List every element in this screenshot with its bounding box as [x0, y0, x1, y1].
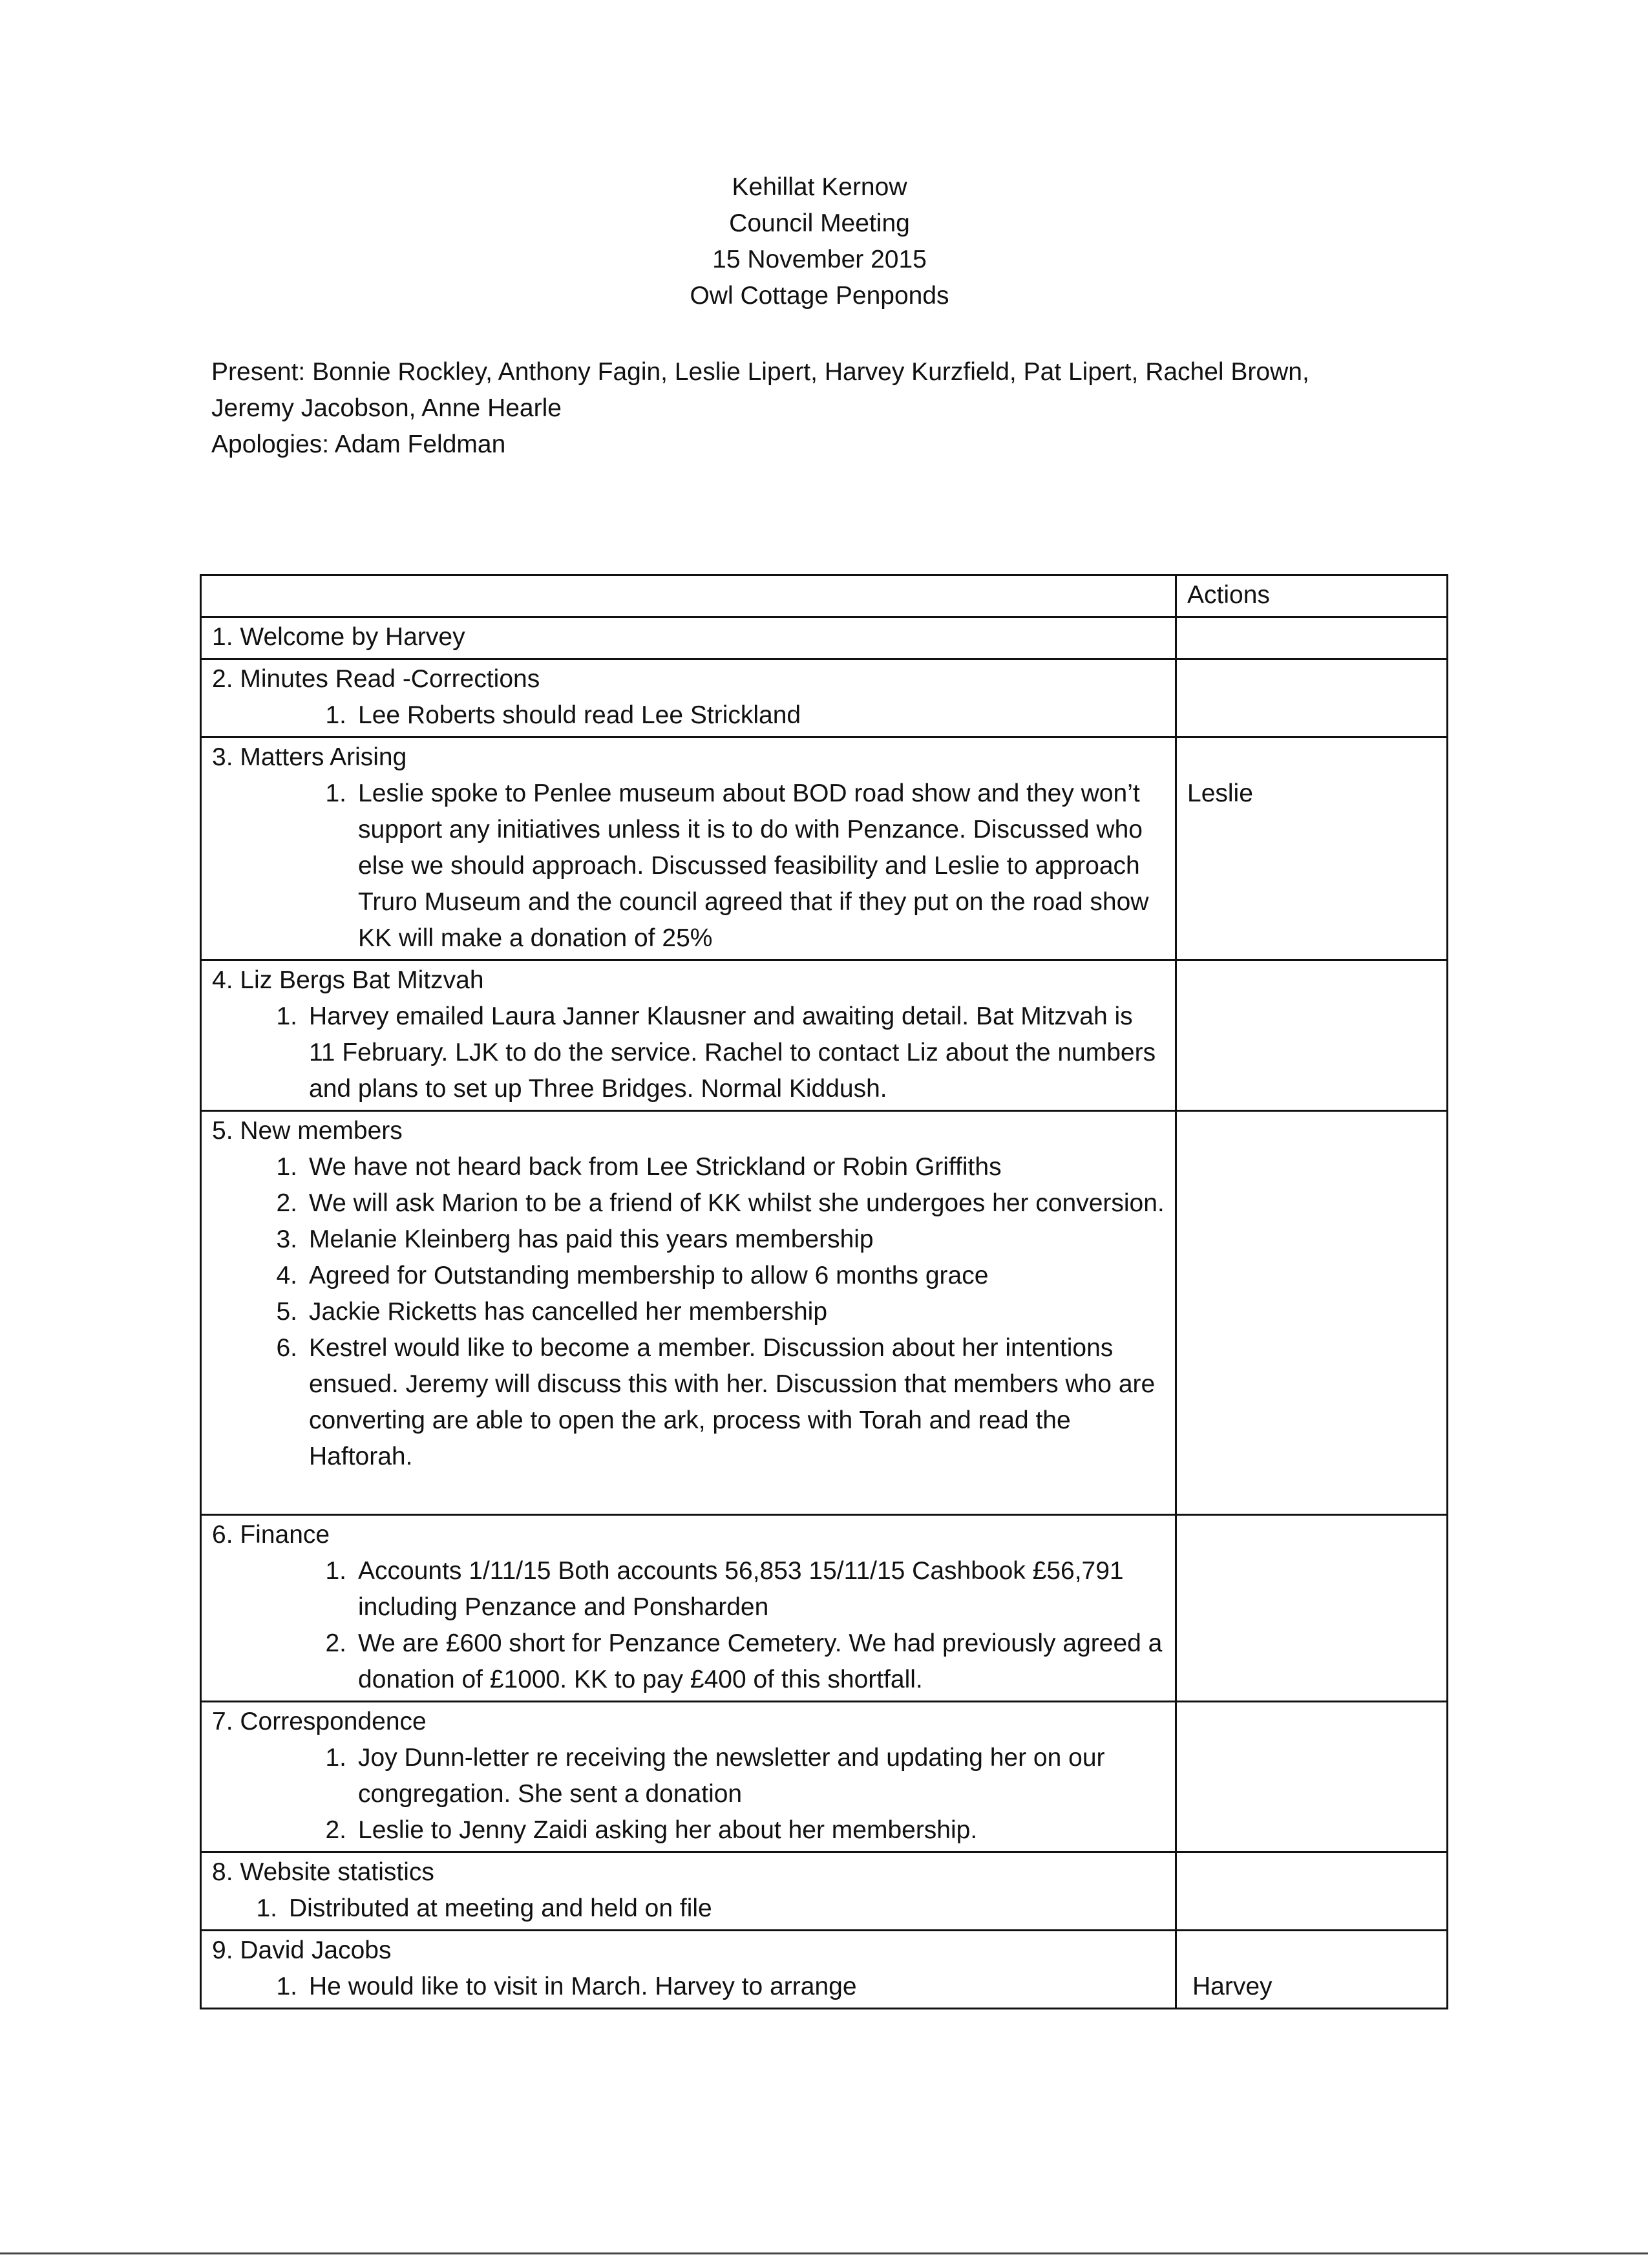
action-cell: Leslie: [1176, 737, 1448, 960]
list-item: [276, 999, 1165, 1107]
section-cell: [201, 737, 1176, 960]
section-cell: [201, 1702, 1176, 1852]
item-number: 6.: [276, 1334, 297, 1362]
table-row: [201, 1702, 1448, 1852]
meeting-type: Council Meeting: [729, 209, 910, 237]
org-name: Kehillat Kernow: [732, 173, 907, 201]
item-text: We have not heard back from Lee Strickland or Robin Griffiths: [309, 1153, 1002, 1181]
item-text: Joy Dunn-letter re receiving the newsletter and updating her on our congregation. She sent a donation: [358, 1744, 1105, 1808]
section-title: 9. David Jacobs: [212, 1936, 392, 1964]
section-cell: [201, 617, 1176, 659]
section-cell: [201, 1931, 1176, 2009]
item-text: We will ask Marion to be a friend of KK whilst she undergoes her conversion.: [309, 1189, 1165, 1217]
action-cell: [1176, 1111, 1448, 1515]
item-number: 1.: [325, 779, 346, 807]
section-title: 4. Liz Bergs Bat Mitzvah: [212, 966, 484, 994]
list-item: [276, 1258, 1165, 1294]
item-number: 2.: [325, 1816, 346, 1844]
list-item: [276, 1222, 1165, 1258]
item-text: Leslie to Jenny Zaidi asking her about her membership.: [358, 1816, 978, 1844]
meeting-date: 15 November 2015: [712, 246, 927, 273]
present-line-1: Present: Bonnie Rockley, Anthony Fagin, Leslie Lipert, Harvey Kurzfield, Pat Lipert, Rachel Brown,: [211, 358, 1309, 386]
apologies-line: Apologies: Adam Feldman: [211, 430, 506, 458]
list-item: [325, 697, 1165, 734]
item-number: 1.: [256, 1894, 277, 1922]
item-text: He would like to visit in March. Harvey to arrange: [309, 1973, 857, 2000]
list-item: [325, 1812, 1165, 1849]
item-number: 1.: [276, 1973, 297, 2000]
item-number: 1.: [276, 1153, 297, 1181]
list-item: [276, 1185, 1165, 1222]
item-text: Kestrel would like to become a member. Discussion about her intentions ensued. Jeremy will discuss this with her. Discussion that members who are converting are able to open the ark, process with Torah and read the Haftorah.: [309, 1334, 1156, 1470]
item-text: Lee Roberts should read Lee Strickland: [358, 701, 801, 729]
item-text: Distributed at meeting and held on file: [289, 1894, 712, 1922]
section-title: 2. Minutes Read -Corrections: [212, 665, 540, 693]
action-cell: [1176, 617, 1448, 659]
item-list: [212, 697, 1165, 734]
list-item: [276, 1969, 1165, 2005]
item-list: [212, 1553, 1165, 1698]
meeting-location: Owl Cottage Penponds: [690, 282, 949, 310]
item-list: [212, 1969, 1165, 2005]
section-title: 7. Correspondence: [212, 1708, 427, 1735]
item-list: [212, 776, 1165, 957]
section-title: 5. New members: [212, 1117, 403, 1145]
list-item: [325, 1740, 1165, 1812]
table-row: [201, 960, 1448, 1111]
section-cell: [201, 659, 1176, 737]
item-text: We are £600 short for Penzance Cemetery. We had previously agreed a donation of £1000. KK to pay £400 of this shortfall.: [358, 1629, 1163, 1693]
table-row: [201, 737, 1448, 960]
minutes-table: [200, 574, 1448, 2009]
section-title: 3. Matters Arising: [212, 743, 407, 771]
table-row: [201, 617, 1448, 659]
scan-edge-line: [0, 2252, 1648, 2254]
action-cell: [1176, 960, 1448, 1111]
attendance-block: [211, 354, 1472, 463]
item-text: Melanie Kleinberg has paid this years membership: [309, 1225, 874, 1253]
table-row: [201, 659, 1448, 737]
table-row: [201, 1931, 1448, 2009]
item-text: Accounts 1/11/15 Both accounts 56,853 15/11/15 Cashbook £56,791 including Penzance and Ponsharden: [358, 1557, 1124, 1621]
item-number: 1.: [325, 701, 346, 729]
action-cell: [1176, 1852, 1448, 1931]
table-row: [201, 1111, 1448, 1515]
item-number: 4.: [276, 1262, 297, 1289]
item-number: 1.: [276, 1002, 297, 1030]
list-item: [276, 1149, 1165, 1185]
item-number: 2.: [276, 1189, 297, 1217]
blank-line: [212, 1475, 1165, 1511]
section-cell: [201, 1515, 1176, 1702]
action-cell: Harvey: [1176, 1931, 1448, 2009]
item-number: 5.: [276, 1298, 297, 1326]
table-row: [201, 1852, 1448, 1931]
document-header: [0, 169, 1639, 314]
list-item: [325, 776, 1165, 957]
action-cell: [1176, 1515, 1448, 1702]
item-number: 1.: [325, 1744, 346, 1772]
list-item: [276, 1294, 1165, 1330]
item-text: Harvey emailed Laura Janner Klausner and awaiting detail. Bat Mitzvah is 11 February. LJK to do the service. Rachel to contact Liz about the numbers and plans to set up Three Bridges. Normal Kiddush.: [309, 1002, 1156, 1103]
actions-header: Actions: [1176, 575, 1448, 617]
item-list: [212, 1891, 1165, 1927]
item-text: Agreed for Outstanding membership to allow 6 months grace: [309, 1262, 989, 1289]
section-cell: [201, 1111, 1176, 1515]
section-cell: [201, 960, 1176, 1111]
header-blank-cell: [201, 575, 1176, 617]
item-text: Leslie spoke to Penlee museum about BOD road show and they won’t support any initiatives unless it is to do with Penzance. Discussed who else we should approach. Discussed feasibility and Leslie to approach Truro Museum and the council agreed that if they put on the road show KK will make a donation of 25%: [358, 779, 1149, 952]
section-title: 8. Website statistics: [212, 1858, 434, 1886]
item-list: [212, 1149, 1165, 1475]
section-cell: [201, 1852, 1176, 1931]
list-item: [325, 1626, 1165, 1698]
item-list: [212, 1740, 1165, 1849]
table-header-row: [201, 575, 1448, 617]
item-list: [212, 999, 1165, 1107]
present-line-2: Jeremy Jacobson, Anne Hearle: [211, 394, 562, 422]
section-title: 1. Welcome by Harvey: [212, 623, 465, 651]
action-cell: [1176, 1702, 1448, 1852]
list-item: [276, 1330, 1165, 1475]
item-number: 3.: [276, 1225, 297, 1253]
item-number: 2.: [325, 1629, 346, 1657]
item-text: Jackie Ricketts has cancelled her membership: [309, 1298, 828, 1326]
list-item: [325, 1553, 1165, 1626]
table-row: [201, 1515, 1448, 1702]
section-title: 6. Finance: [212, 1521, 330, 1549]
list-item: [256, 1891, 1165, 1927]
item-number: 1.: [325, 1557, 346, 1585]
action-cell: [1176, 659, 1448, 737]
